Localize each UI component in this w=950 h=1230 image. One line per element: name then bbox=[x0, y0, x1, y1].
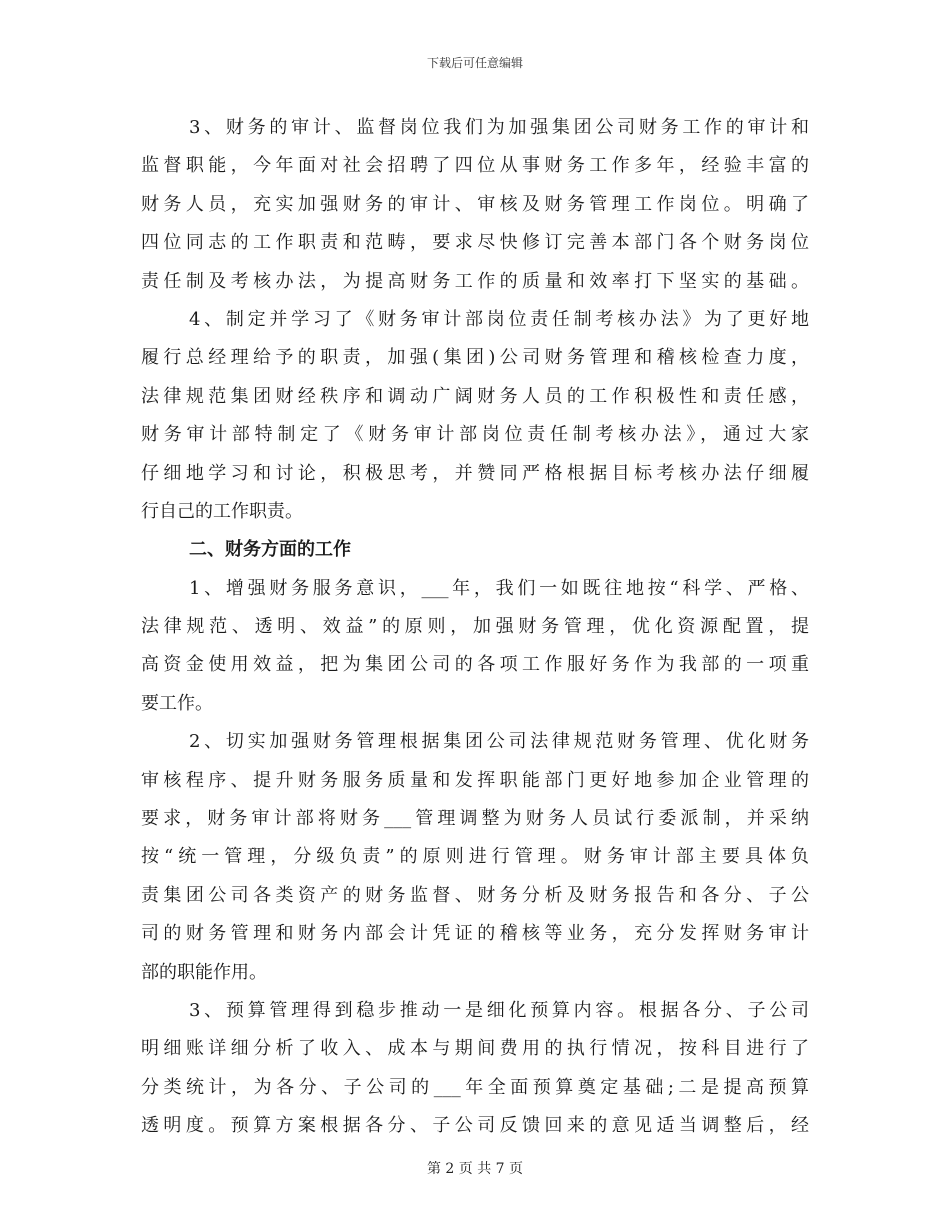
page-number-footer: 第 2 页 共 7 页 bbox=[426, 1161, 524, 1177]
text-line: 要工作。 bbox=[141, 692, 213, 714]
text-line: 3、预算管理得到稳步推动一是细化预算内容。根据各分、子公司 bbox=[189, 999, 809, 1021]
text-line: 高资金使用效益，把为集团公司的各项工作服好务作为我部的一项重 bbox=[141, 654, 809, 676]
text-line: 财务人员，充实加强财务的审计、审核及财务管理工作岗位。明确了 bbox=[141, 193, 809, 215]
text-line: 4、制定并学习了《财务审计部岗位责任制考核办法》为了更好地 bbox=[189, 308, 809, 330]
document-body bbox=[141, 109, 809, 1146]
text-line: 监督职能，今年面对社会招聘了四位从事财务工作多年，经验丰富的 bbox=[141, 155, 809, 177]
text-line: 责任制及考核办法，为提高财务工作的质量和效率打下坚实的基础。 bbox=[141, 270, 809, 292]
section-heading: 二、财务方面的工作 bbox=[189, 539, 351, 561]
text-line: 司的财务管理和财务内部会计凭证的稽核等业务，充分发挥财务审计 bbox=[141, 923, 809, 945]
text-line: 透明度。预算方案根据各分、子公司反馈回来的意见适当调整后，经 bbox=[141, 1115, 809, 1137]
text-line: 仔细地学习和讨论，积极思考，并赞同严格根据目标考核办法仔细履 bbox=[141, 462, 809, 484]
text-line: 部的职能作用。 bbox=[141, 961, 267, 983]
text-line: 责集团公司各类资产的财务监督、财务分析及财务报告和各分、子公 bbox=[141, 884, 809, 906]
text-line: 行自己的工作职责。 bbox=[141, 500, 303, 522]
page-header: 下载后可任意编辑 bbox=[426, 56, 523, 70]
text-line: 财务审计部特制定了《财务审计部岗位责任制考核办法》，通过大家 bbox=[141, 424, 809, 446]
text-line: 按“统一管理，分级负责”的原则进行管理。财务审计部主要具体负 bbox=[141, 846, 809, 868]
text-line: 审核程序、提升财务服务质量和发挥职能部门更好地参加企业管理的 bbox=[141, 769, 809, 791]
text-line: 法律规范集团财经秩序和调动广阔财务人员的工作积极性和责任感， bbox=[141, 385, 809, 407]
text-line: 履行总经理给予的职责，加强(集团)公司财务管理和稽核检查力度， bbox=[141, 347, 809, 369]
text-line: 1、增强财务服务意识，___年，我们一如既往地按“科学、严格、 bbox=[189, 577, 809, 599]
text-line: 要求，财务审计部将财务___管理调整为财务人员试行委派制，并采纳 bbox=[141, 808, 809, 830]
text-line: 明细账详细分析了收入、成本与期间费用的执行情况，按科目进行了 bbox=[141, 1038, 809, 1060]
text-line: 分类统计，为各分、子公司的___年全面预算奠定基础;二是提高预算 bbox=[141, 1076, 809, 1098]
text-line: 法律规范、透明、效益”的原则，加强财务管理，优化资源配置，提 bbox=[141, 616, 809, 638]
text-line: 四位同志的工作职责和范畴，要求尽快修订完善本部门各个财务岗位 bbox=[141, 232, 809, 254]
text-line: 3、财务的审计、监督岗位我们为加强集团公司财务工作的审计和 bbox=[189, 117, 809, 138]
text-line: 2、切实加强财务管理根据集团公司法律规范财务管理、优化财务 bbox=[189, 731, 809, 753]
